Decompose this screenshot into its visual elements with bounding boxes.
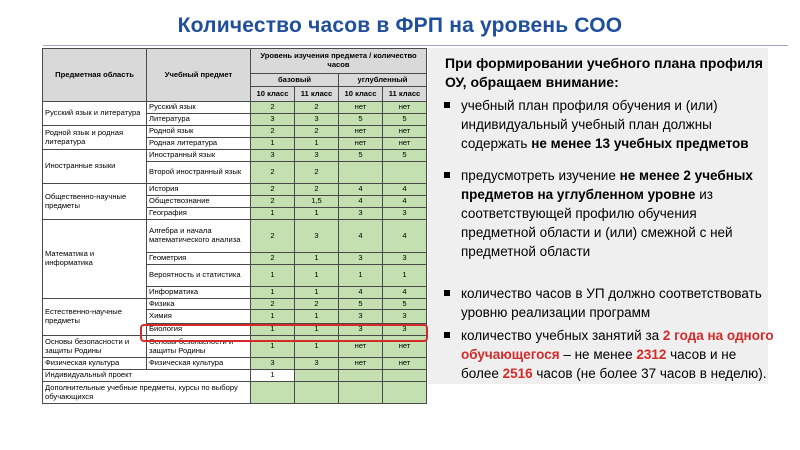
value-cell: нет xyxy=(383,358,427,370)
bullet-icon xyxy=(444,102,450,108)
value-cell: 2 xyxy=(251,220,295,253)
note-emphasis: не менее 13 учебных предметов xyxy=(531,136,749,151)
note-bullet xyxy=(444,284,774,322)
subject-cell: Литература xyxy=(147,114,251,126)
value-cell: 3 xyxy=(295,150,339,162)
value-cell: 4 xyxy=(383,184,427,196)
area-cell: Иностранные языки xyxy=(43,150,147,184)
subject-cell: Основы безопасности и защиты Родины xyxy=(147,336,251,358)
note-emphasis: 2312 xyxy=(636,347,667,362)
value-cell: 1,5 xyxy=(295,196,339,208)
area-cell: Дополнительные учебные предметы, курсы по выбору обучающихся xyxy=(43,382,251,404)
value-cell: 1 xyxy=(251,324,295,336)
value-cell: 3 xyxy=(339,253,383,265)
value-cell: 5 xyxy=(383,150,427,162)
value-cell: 1 xyxy=(383,265,427,287)
value-cell: 5 xyxy=(339,114,383,126)
value-cell xyxy=(295,370,339,382)
notes-heading: При формировании учебного плана профиля ОУ, обращаем внимание: xyxy=(445,55,763,90)
value-cell: 3 xyxy=(339,310,383,324)
value-cell: 5 xyxy=(339,150,383,162)
value-cell: 3 xyxy=(251,358,295,370)
value-cell xyxy=(383,162,427,184)
value-cell: 1 xyxy=(295,138,339,150)
value-cell: 2 xyxy=(295,126,339,138)
note-emphasis: 2 года на одного обучающегося xyxy=(461,328,774,362)
header-area: Предметная область xyxy=(43,49,147,102)
value-cell: 5 xyxy=(339,299,383,310)
value-cell: 2 xyxy=(295,102,339,114)
value-cell xyxy=(295,382,339,404)
value-cell: 4 xyxy=(339,287,383,299)
subject-cell: Вероятность и статистика xyxy=(147,265,251,287)
area-cell: Индивидуальный проект xyxy=(43,370,251,382)
value-cell: 1 xyxy=(295,324,339,336)
value-cell: 1 xyxy=(295,265,339,287)
value-cell: 4 xyxy=(383,220,427,253)
value-cell xyxy=(251,382,295,404)
subject-cell: Информатика xyxy=(147,287,251,299)
subject-cell: География xyxy=(147,208,251,220)
subject-cell: Родная литература xyxy=(147,138,251,150)
header-advanced: углубленный xyxy=(339,74,427,87)
note-text: количество часов в УП должно соответствовать уровню реализации программ xyxy=(461,286,762,320)
area-cell: Русский язык и литература xyxy=(43,102,147,126)
header-grade: 10 класс xyxy=(251,87,295,102)
area-cell: Естественно-научные предметы xyxy=(43,299,147,336)
header-level: Уровень изучения предмета / количество часов xyxy=(251,49,427,74)
page-title: Количество часов в ФРП на уровень СОО xyxy=(177,14,623,37)
value-cell: нет xyxy=(339,102,383,114)
subject-cell: Родной язык xyxy=(147,126,251,138)
note-text: предусмотреть изучение xyxy=(461,168,620,183)
value-cell: 3 xyxy=(295,358,339,370)
header-subject: Учебный предмет xyxy=(147,49,251,102)
subject-cell: Алгебра и начала математического анализа xyxy=(147,220,251,253)
value-cell: 3 xyxy=(383,208,427,220)
value-cell: 3 xyxy=(383,324,427,336)
note-text: – не менее xyxy=(559,347,637,362)
header-grade: 10 класс xyxy=(339,87,383,102)
subject-cell: Геометрия xyxy=(147,253,251,265)
subject-cell: Физика xyxy=(147,299,251,310)
value-cell: 1 xyxy=(251,336,295,358)
value-cell: 3 xyxy=(295,114,339,126)
value-cell: 2 xyxy=(251,184,295,196)
subject-cell: Иностранный язык xyxy=(147,150,251,162)
value-cell: 4 xyxy=(339,196,383,208)
area-cell: Математика и информатика xyxy=(43,220,147,299)
value-cell: 3 xyxy=(383,310,427,324)
area-cell: Родной язык и родная литература xyxy=(43,126,147,150)
value-cell: 1 xyxy=(251,310,295,324)
value-cell: нет xyxy=(339,126,383,138)
value-cell: 3 xyxy=(339,208,383,220)
value-cell xyxy=(339,370,383,382)
value-cell: 1 xyxy=(295,287,339,299)
value-cell: 2 xyxy=(295,299,339,310)
value-cell: 2 xyxy=(295,162,339,184)
value-cell: 1 xyxy=(251,138,295,150)
value-cell: 1 xyxy=(251,265,295,287)
subject-cell: Физическая культура xyxy=(147,358,251,370)
subject-cell: Обществознание xyxy=(147,196,251,208)
value-cell: 3 xyxy=(251,150,295,162)
value-cell xyxy=(339,162,383,184)
subject-cell: Биология xyxy=(147,324,251,336)
value-cell: нет xyxy=(339,336,383,358)
value-cell: 1 xyxy=(251,208,295,220)
note-bullet xyxy=(444,166,774,261)
subject-cell: Второй иностранный язык xyxy=(147,162,251,184)
value-cell: 4 xyxy=(339,184,383,196)
header-basic: базовый xyxy=(251,74,339,87)
bullet-icon xyxy=(444,290,450,296)
value-cell xyxy=(383,370,427,382)
value-cell: 2 xyxy=(251,299,295,310)
value-cell: 3 xyxy=(383,253,427,265)
value-cell: 1 xyxy=(251,287,295,299)
value-cell: 1 xyxy=(295,336,339,358)
value-cell: нет xyxy=(339,358,383,370)
value-cell: 2 xyxy=(251,253,295,265)
note-text: количество учебных занятий за xyxy=(461,328,663,343)
value-cell: нет xyxy=(339,138,383,150)
value-cell: 2 xyxy=(251,162,295,184)
value-cell: нет xyxy=(383,102,427,114)
value-cell: 4 xyxy=(383,287,427,299)
bullet-icon xyxy=(444,172,450,178)
value-cell: 3 xyxy=(251,114,295,126)
value-cell: 1 xyxy=(295,253,339,265)
value-cell: 5 xyxy=(383,299,427,310)
value-cell: 2 xyxy=(251,196,295,208)
note-text: часов и не более xyxy=(461,347,737,381)
subject-cell: История xyxy=(147,184,251,196)
value-cell: нет xyxy=(383,138,427,150)
value-cell: 4 xyxy=(383,196,427,208)
subject-cell: Русский язык xyxy=(147,102,251,114)
value-cell: 2 xyxy=(251,102,295,114)
value-cell: 1 xyxy=(339,265,383,287)
note-text: часов (не более 37 часов в неделю). xyxy=(532,366,767,381)
value-cell: 4 xyxy=(339,220,383,253)
note-emphasis: не менее 2 учебных предметов на углубленном уровне xyxy=(461,168,753,202)
area-cell: Основы безопасности и защиты Родины xyxy=(43,336,147,358)
note-text: учебный план профиля обучения и (или) индивидуальный учебный план должны содержать xyxy=(461,98,718,151)
value-cell: 2 xyxy=(295,184,339,196)
value-cell: 1 xyxy=(295,208,339,220)
hours-table xyxy=(42,48,427,404)
value-cell: 3 xyxy=(339,324,383,336)
note-bullet xyxy=(444,96,774,153)
note-text: из соответствующей профилю обучения предметной области и (или) смежной с ней предметной области xyxy=(461,187,733,259)
value-cell: 1 xyxy=(295,310,339,324)
value-cell: 2 xyxy=(251,126,295,138)
bullet-icon xyxy=(444,332,450,338)
header-grade: 11 класс xyxy=(295,87,339,102)
value-cell: 3 xyxy=(295,220,339,253)
area-cell: Физическая культура xyxy=(43,358,147,370)
value-cell: 5 xyxy=(383,114,427,126)
value-cell: 1 xyxy=(251,370,295,382)
value-cell xyxy=(383,382,427,404)
subject-cell: Химия xyxy=(147,310,251,324)
note-bullet xyxy=(444,326,774,383)
value-cell xyxy=(339,382,383,404)
note-emphasis: 2516 xyxy=(502,366,533,381)
title-divider xyxy=(43,45,788,46)
chemistry-row-highlight xyxy=(140,324,428,342)
value-cell: нет xyxy=(383,336,427,358)
value-cell: нет xyxy=(383,126,427,138)
header-grade: 11 класс xyxy=(383,87,427,102)
area-cell: Общественно-научные предметы xyxy=(43,184,147,220)
